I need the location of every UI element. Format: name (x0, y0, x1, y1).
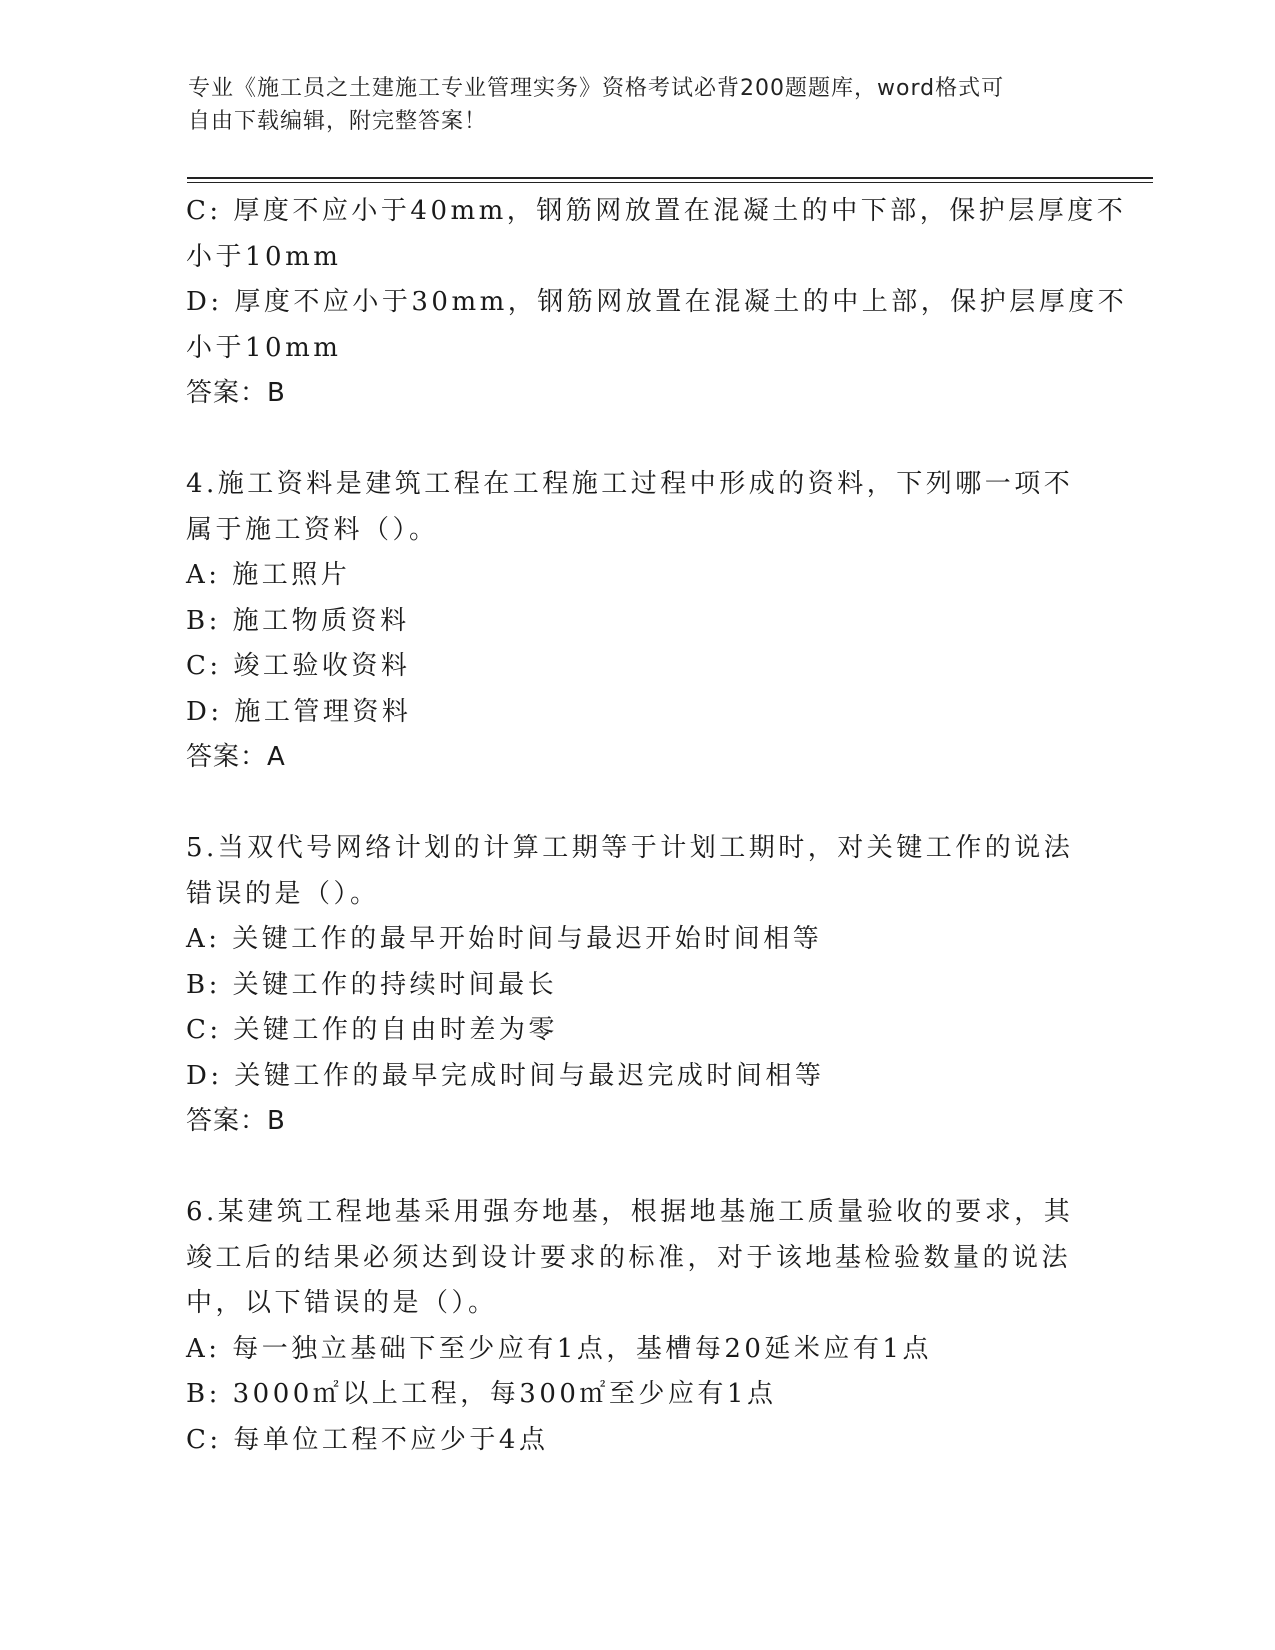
document-header (188, 72, 1068, 138)
spacer (186, 417, 1086, 463)
question-stem-continued: 错误的是（）。 (186, 878, 380, 909)
question-stem-continued: 竣工后的结果必须达到设计要求的标准，对于该地基检验数量的说法 (186, 1242, 1072, 1273)
header-divider-thick (187, 177, 1153, 179)
option-c: C: 关键工作的自由时差为零 (186, 1015, 558, 1045)
question-stem: 5.当双代号网络计划的计算工期等于计划工期时，对关键工作的说法 (186, 833, 1074, 863)
spacer (186, 781, 1086, 827)
question-stem-continued: 中，以下错误的是（）。 (186, 1288, 498, 1318)
option-c: C: 竣工验收资料 (186, 651, 411, 681)
option-a: A: 关键工作的最早开始时间与最迟开始时间相等 (186, 924, 823, 954)
option-b: B: 关键工作的持续时间最长 (186, 969, 558, 1000)
question-list (186, 189, 1128, 1463)
question-4 (186, 462, 1086, 781)
question-stem: 4.施工资料是建筑工程在工程施工过程中形成的资料，下列哪一项不 (186, 469, 1074, 499)
question-stem-continued: 属于施工资料（）。 (186, 514, 439, 545)
question-5 (186, 826, 1086, 1145)
option-b: B: 施工物质资料 (186, 605, 410, 636)
option-a: A: 每一独立基础下至少应有1点，基槽每20延米应有1点 (186, 1333, 932, 1364)
option-d-continued: 小于10mm (186, 332, 342, 363)
answer: 答案：A (186, 742, 286, 772)
answer: 答案：B (186, 378, 286, 408)
header-line-2: 自由下载编辑，附完整答案！ (188, 109, 488, 134)
option-c: C: 厚度不应小于40mm，钢筋网放置在混凝土的中下部，保护层厚度不 (186, 196, 1127, 226)
option-d: D: 施工管理资料 (186, 696, 412, 727)
option-d: D: 关键工作的最早完成时间与最迟完成时间相等 (186, 1060, 825, 1091)
question-6 (186, 1190, 1086, 1463)
header-line-1: 专业《施工员之土建施工专业管理实务》资格考试必背200题题库，word格式可 (188, 76, 1005, 101)
option-c-continued: 小于10mm (186, 241, 342, 272)
spacer (186, 1145, 1086, 1191)
option-d: D: 厚度不应小于30mm，钢筋网放置在混凝土的中上部，保护层厚度不 (186, 287, 1128, 317)
question-stem: 6.某建筑工程地基采用强夯地基，根据地基施工质量验收的要求，其 (186, 1197, 1074, 1227)
option-a: A: 施工照片 (186, 560, 351, 590)
answer: 答案：B (186, 1106, 286, 1136)
option-b: B: 3000㎡以上工程，每300㎡至少应有1点 (186, 1379, 777, 1409)
question-3-tail (186, 189, 1128, 417)
header-divider-thin (187, 182, 1153, 183)
option-c: C: 每单位工程不应少于4点 (186, 1424, 549, 1455)
